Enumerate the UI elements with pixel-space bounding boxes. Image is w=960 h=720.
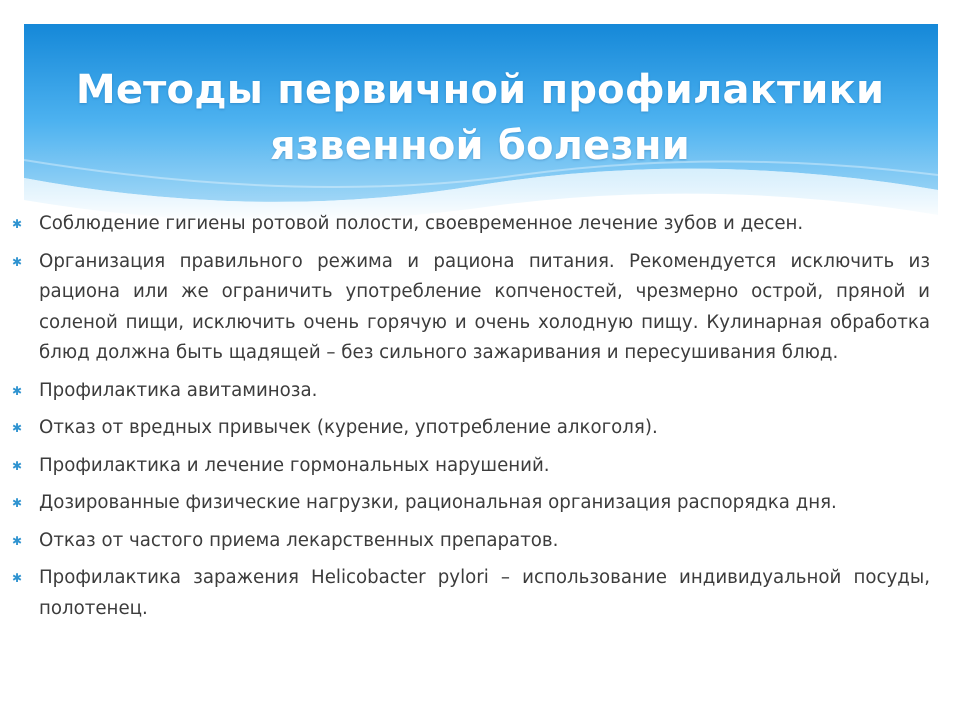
asterisk-icon: ✱ <box>12 533 23 548</box>
list-item <box>12 563 930 624</box>
asterisk-icon: ✱ <box>12 383 23 398</box>
list-item <box>12 451 930 482</box>
list-item-text: Профилактика и лечение гормональных нарушений. <box>39 454 550 476</box>
list-item <box>12 247 930 369</box>
asterisk-icon: ✱ <box>12 571 23 585</box>
list-item-text: Отказ от вредных привычек (курение, употребление алкоголя). <box>39 417 658 438</box>
list-item <box>12 526 930 557</box>
list-item <box>12 209 930 240</box>
asterisk-icon: ✱ <box>12 421 23 435</box>
list-item <box>12 413 930 444</box>
list-item-text: Профилактика заражения Helicobacter pylori – использование индивидуальной посуды, полотенец. <box>39 567 930 619</box>
bullet-list <box>12 209 930 631</box>
list-item-text: Отказ от частого приема лекарственных препаратов. <box>39 529 559 551</box>
list-item <box>12 376 930 407</box>
asterisk-icon: ✱ <box>12 458 23 473</box>
asterisk-icon: ✱ <box>12 217 23 231</box>
list-item-text: Организация правильного режима и рациона питания. Рекомендуется исключить из рациона или же ограничить употребление копченостей, чрезмерно острой, пряной и соленой пищи, исключить очень горячую и очень холодную пищу. Кулинарная обработка блюд должна быть щадящей – без сильного зажаривания и пересушивания блюд. <box>39 250 930 363</box>
list-item-text: Профилактика авитаминоза. <box>39 379 318 401</box>
list-item <box>12 488 930 519</box>
list-item-text: Соблюдение гигиены ротовой полости, своевременное лечение зубов и десен. <box>39 213 804 234</box>
asterisk-icon: ✱ <box>12 496 23 510</box>
asterisk-icon: ✱ <box>12 254 23 269</box>
slide-title: Методы первичной профилактики язвенной болезни <box>75 67 885 169</box>
list-item-text: Дозированные физические нагрузки, рациональная организация распорядка дня. <box>39 492 837 513</box>
